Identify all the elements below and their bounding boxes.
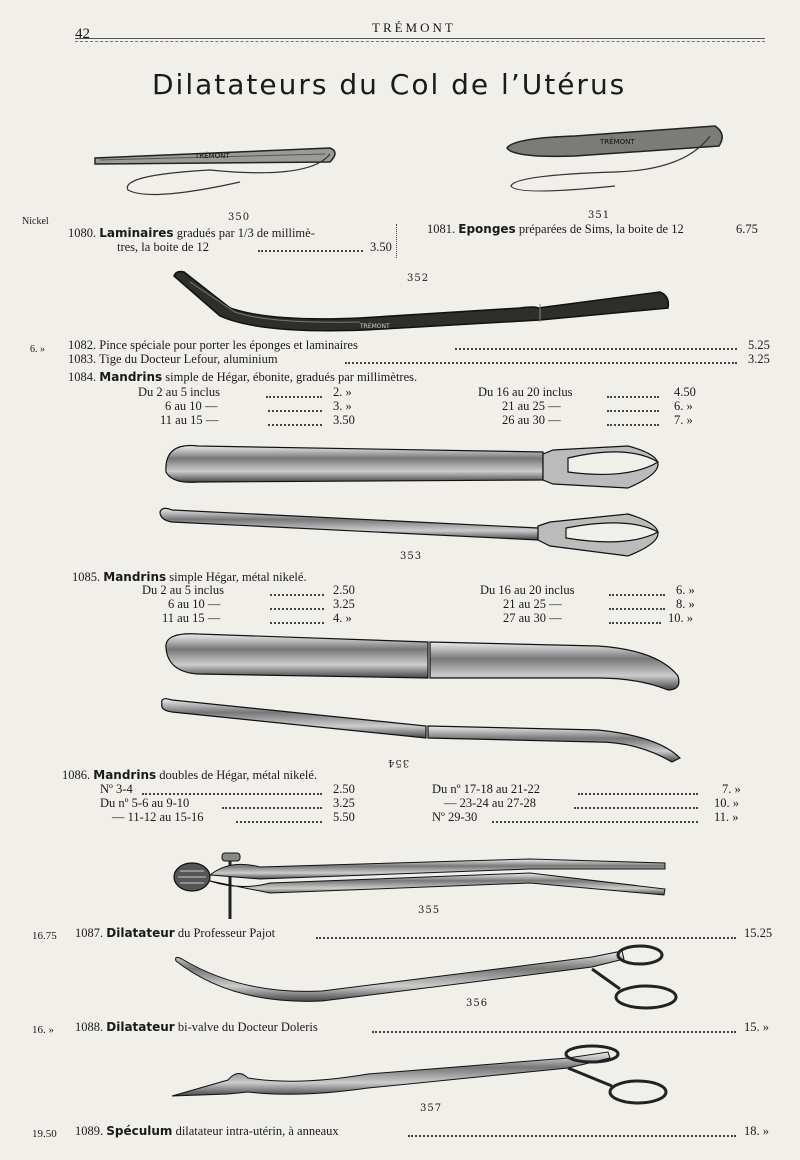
brace	[396, 224, 397, 258]
price-1088: 15. »	[744, 1020, 769, 1034]
item-1083	[68, 352, 278, 366]
dot-leader	[270, 614, 324, 624]
margin-price-1089: 19.50	[32, 1128, 57, 1140]
size-price: 6. »	[676, 583, 695, 597]
dot-leader	[607, 388, 659, 398]
margin-price-1082: 6. »	[30, 344, 45, 355]
size-row: Nº 29-30	[432, 810, 478, 824]
dot-leader	[268, 402, 322, 412]
item-number: 1083.	[68, 352, 97, 366]
figure-352-pince-illustration	[170, 268, 680, 338]
dot-leader	[609, 600, 665, 610]
margin-price-1088: 16. »	[32, 1024, 54, 1036]
size-row: Du nº 5-6 au 9-10	[100, 796, 190, 810]
dot-leader	[574, 799, 698, 809]
size-row: 21 au 25 —	[502, 399, 561, 413]
size-price: 5.50	[333, 810, 355, 824]
size-row: 27 au 30 —	[503, 611, 562, 625]
item-1084	[68, 370, 417, 384]
size-price: 7. »	[722, 782, 741, 796]
item-text: préparées de Sims, la boite de 12	[515, 222, 684, 236]
size-row: Du 16 au 20 inclus	[480, 583, 575, 597]
size-row: Du 16 au 20 inclus	[478, 385, 573, 399]
item-name: Laminaires	[99, 226, 174, 240]
item-text: dilatateur intra-utérin, à anneaux	[172, 1124, 339, 1138]
size-price: 11. »	[714, 810, 739, 824]
item-name: Dilatateur	[106, 1020, 175, 1034]
figure-354-mandrins-doubles-illustration	[158, 630, 688, 770]
item-name: Dilatateur	[106, 926, 175, 940]
item-1082	[68, 338, 358, 352]
size-price: 3.25	[333, 796, 355, 810]
dot-leader	[222, 799, 322, 809]
item-1088	[75, 1020, 318, 1034]
size-price: 10. »	[668, 611, 693, 625]
item-text: simple de Hégar, ébonite, gradués par millimètres.	[162, 370, 418, 384]
header-rule-dashed	[75, 41, 765, 42]
figure-brand-mark: TRÉMONT	[195, 152, 230, 160]
dot-leader	[408, 1127, 736, 1137]
item-1085	[72, 570, 307, 584]
dot-leader	[455, 340, 737, 350]
size-row: 11 au 15 —	[160, 413, 219, 427]
item-name: Mandrins	[93, 768, 157, 782]
figure-label-352: 352	[407, 273, 430, 284]
item-number: 1081.	[427, 222, 456, 236]
item-number: 1085.	[72, 570, 101, 584]
dot-leader	[316, 929, 736, 939]
size-row: 21 au 25 —	[503, 597, 562, 611]
size-price: 8. »	[676, 597, 695, 611]
size-row: 26 au 30 —	[502, 413, 561, 427]
figure-356-dilatateur-doleris-illustration	[172, 945, 682, 1015]
dot-leader	[607, 402, 659, 412]
item-text: tres, la boite de 12	[117, 240, 209, 254]
figure-label-354: 354	[387, 757, 410, 768]
figure-label-350: 350	[228, 212, 251, 223]
size-row: 11 au 15 —	[162, 611, 221, 625]
price-1083: 3.25	[748, 352, 770, 366]
page-title: Dilatateurs du Col de l’Utérus	[152, 68, 627, 101]
size-row: — 11-12 au 15-16	[112, 810, 204, 824]
item-name: Eponges	[458, 222, 516, 236]
figure-label-356: 356	[466, 998, 489, 1009]
price-1082: 5.25	[748, 338, 770, 352]
item-name: Mandrins	[99, 370, 163, 384]
item-text: du Professeur Pajot	[174, 926, 276, 940]
dot-leader	[258, 242, 363, 252]
figure-label-355: 355	[418, 905, 441, 916]
figure-brand-mark: TRÉMONT	[600, 138, 635, 146]
dot-leader	[607, 416, 659, 426]
size-row: Du nº 17-18 au 21-22	[432, 782, 541, 796]
size-price: 2.50	[333, 782, 355, 796]
page-number: 42	[75, 26, 90, 42]
item-text: Tige du Docteur Lefour, aluminium	[99, 352, 278, 366]
size-price: 4. »	[333, 611, 352, 625]
nickel-label: Nickel	[22, 216, 49, 227]
size-price: 10. »	[714, 796, 739, 810]
dot-leader	[270, 600, 324, 610]
figure-353-mandrins-illustration	[158, 432, 688, 562]
item-text: Pince spéciale pour porter les éponges et laminaires	[99, 338, 358, 352]
dot-leader	[492, 813, 698, 823]
size-price: 7. »	[674, 413, 693, 427]
price-1080: 3.50	[370, 240, 392, 254]
item-1086	[62, 768, 317, 782]
size-row: Du 2 au 5 inclus	[138, 385, 220, 399]
price-1089: 18. »	[744, 1124, 769, 1138]
size-price: 3.25	[333, 597, 355, 611]
item-1080-line1	[68, 226, 315, 240]
figure-350-laminaire-illustration	[90, 140, 350, 210]
dot-leader	[609, 614, 661, 624]
figure-brand-mark: TRÉMONT	[360, 323, 390, 330]
size-price: 2.50	[333, 583, 355, 597]
size-row: — 23-24 au 27-28	[444, 796, 536, 810]
item-text: simple Hégar, métal nikelé.	[166, 570, 307, 584]
figure-label-353: 353	[400, 551, 423, 562]
figure-351-eponge-illustration	[505, 120, 730, 200]
item-name: Mandrins	[103, 570, 167, 584]
dot-leader	[578, 785, 698, 795]
item-name: Spéculum	[106, 1124, 173, 1138]
dot-leader	[372, 1023, 736, 1033]
item-1089	[75, 1124, 339, 1138]
item-text: doubles de Hégar, métal nikelé.	[156, 768, 318, 782]
dot-leader	[142, 785, 322, 795]
size-price: 2. »	[333, 385, 352, 399]
dot-leader	[268, 416, 322, 426]
item-1087	[75, 926, 275, 940]
size-row: Nº 3-4	[100, 782, 133, 796]
item-number: 1084.	[68, 370, 97, 384]
brand-header: TRÉMONT	[372, 20, 456, 35]
item-number: 1080.	[68, 226, 97, 240]
size-row: Du 2 au 5 inclus	[142, 583, 224, 597]
size-price: 6. »	[674, 399, 693, 413]
dot-leader	[609, 586, 665, 596]
item-number: 1086.	[62, 768, 91, 782]
price-1087: 15.25	[744, 926, 773, 940]
size-price: 3. »	[333, 399, 352, 413]
header-rule	[75, 38, 765, 39]
price-1081: 6.75	[736, 222, 758, 236]
item-text: gradués par 1/3 de millimè-	[173, 226, 315, 240]
size-row: 6 au 10 —	[168, 597, 221, 611]
dot-leader	[345, 354, 737, 364]
size-price: 3.50	[333, 413, 355, 427]
item-number: 1087.	[75, 926, 104, 940]
size-price: 4.50	[674, 385, 696, 399]
figure-357-speculum-illustration	[168, 1040, 678, 1110]
item-number: 1089.	[75, 1124, 104, 1138]
dot-leader	[236, 813, 322, 823]
figure-label-351: 351	[588, 210, 611, 221]
item-number: 1082.	[68, 338, 97, 352]
figure-label-357: 357	[420, 1103, 443, 1114]
dot-leader	[266, 388, 322, 398]
size-row: 6 au 10 —	[165, 399, 218, 413]
item-text: bi-valve du Docteur Doleris	[174, 1020, 318, 1034]
item-1080-line2	[117, 240, 209, 254]
item-number: 1088.	[75, 1020, 104, 1034]
item-1081	[427, 222, 684, 236]
margin-price-1087: 16.75	[32, 930, 57, 942]
dot-leader	[270, 586, 324, 596]
